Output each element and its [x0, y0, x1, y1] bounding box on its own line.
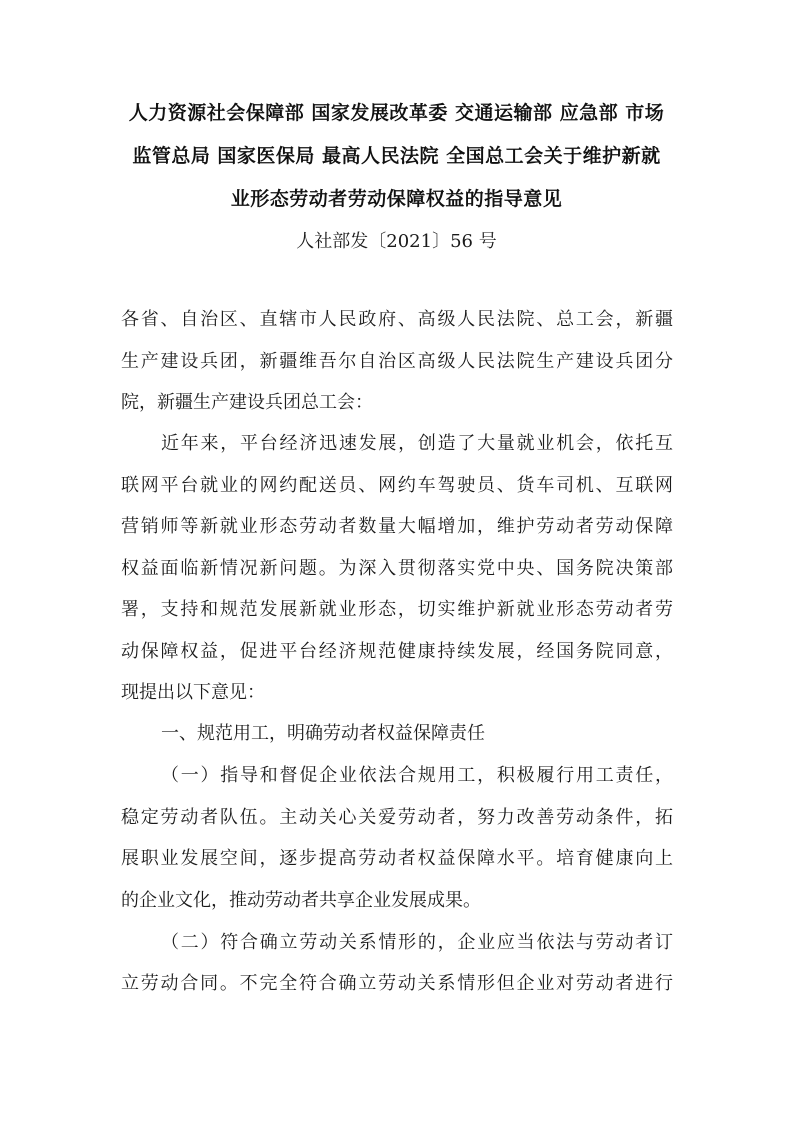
intro-paragraph-line: 近年来，平台经济迅速发展，创造了大量就业机会，依托互 — [161, 433, 673, 454]
addressee-line: 各省、自治区、直辖市人民政府、高级人民法院、总工会，新疆 — [121, 309, 673, 330]
item-2-line: （二）符合确立劳动关系情形的，企业应当依法与劳动者订 — [161, 932, 673, 953]
intro-paragraph-line: 权益面临新情况新问题。为深入贯彻落实党中央、国务院决策部 — [121, 558, 673, 579]
document-title-line-2: 监管总局 国家医保局 最高人民法院 全国总工会关于维护新就 — [132, 145, 661, 167]
document-title-line-3: 业形态劳动者劳动保障权益的指导意见 — [230, 188, 563, 210]
item-1-line: 展职业发展空间，逐步提高劳动者权益保障水平。培育健康向上 — [121, 848, 673, 869]
intro-paragraph-line: 署，支持和规范发展新就业形态，切实维护新就业形态劳动者劳 — [121, 599, 673, 620]
intro-paragraph-line: 联网平台就业的网约配送员、网约车驾驶员、货车司机、互联网 — [121, 475, 673, 496]
intro-paragraph-line: 动保障权益，促进平台经济规范健康持续发展，经国务院同意， — [121, 641, 673, 662]
addressee-line: 院，新疆生产建设兵团总工会： — [121, 392, 373, 413]
item-1-line: 的企业文化，推动劳动者共享企业发展成果。 — [121, 890, 481, 911]
item-1-line: 稳定劳动者队伍。主动关心关爱劳动者，努力改善劳动条件，拓 — [121, 807, 673, 828]
section-heading: 一、规范用工，明确劳动者权益保障责任 — [161, 723, 485, 744]
item-2-line: 立劳动合同。不完全符合确立劳动关系情形但企业对劳动者进行 — [121, 973, 673, 994]
addressee-line: 生产建设兵团，新疆维吾尔自治区高级人民法院生产建设兵团分 — [121, 351, 673, 372]
document-title-line-1: 人力资源社会保障部 国家发展改革委 交通运输部 应急部 市场 — [128, 102, 665, 124]
intro-paragraph-line: 营销师等新就业形态劳动者数量大幅增加，维护劳动者劳动保障 — [121, 516, 673, 537]
item-1-line: （一）指导和督促企业依法合规用工，积极履行用工责任， — [161, 765, 673, 786]
intro-paragraph-line: 现提出以下意见： — [121, 682, 265, 703]
document-number: 人社部发〔2021〕56 号 — [296, 231, 497, 252]
